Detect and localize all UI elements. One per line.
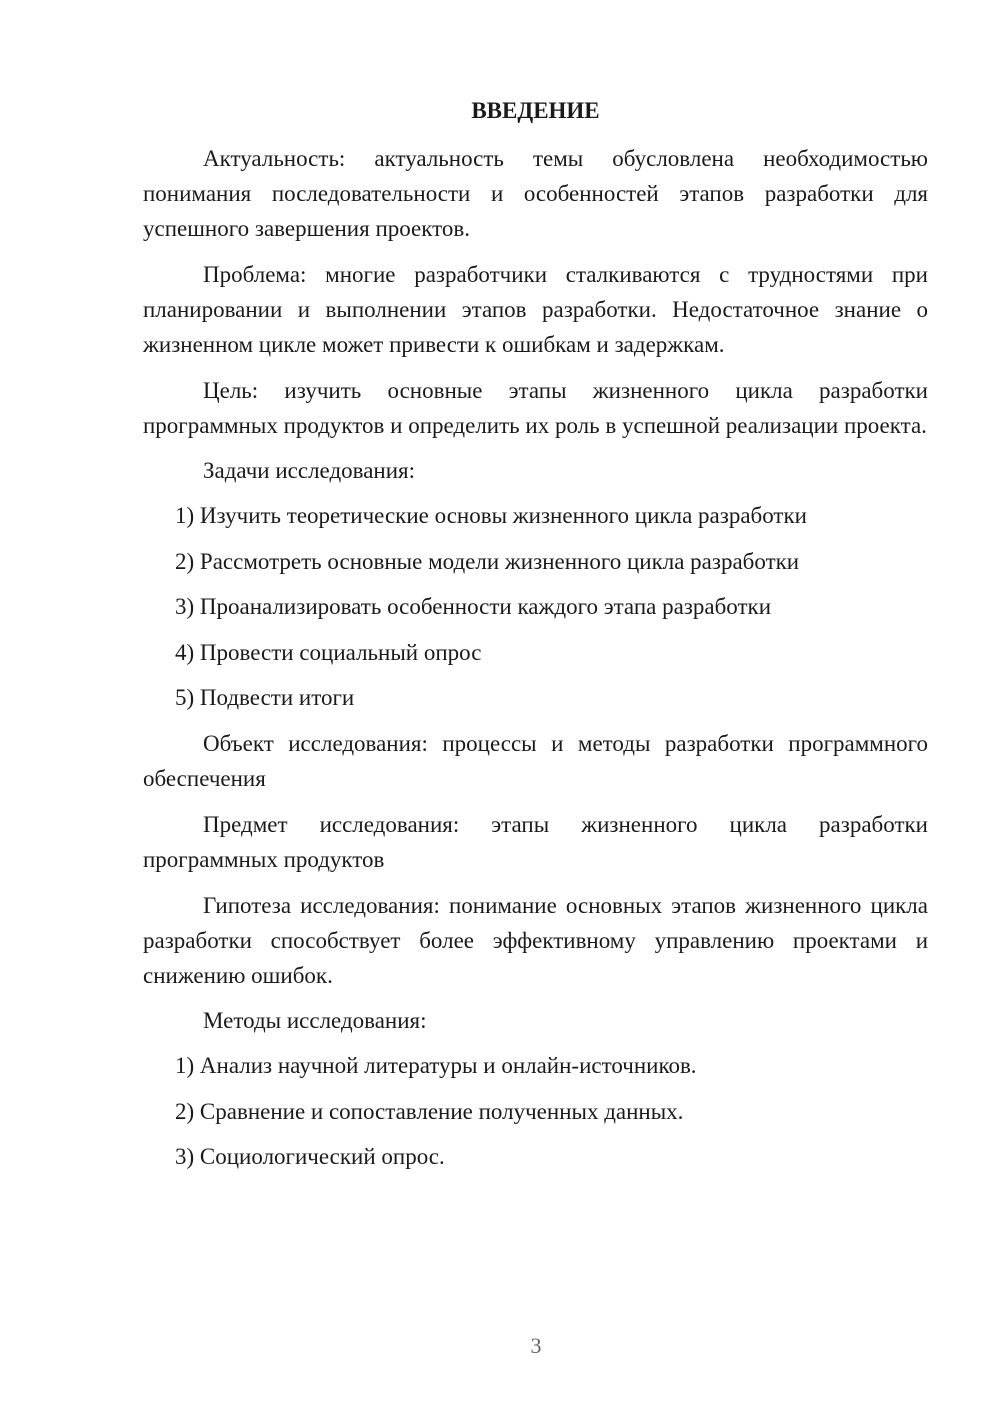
object-paragraph: Объект исследования: процессы и методы разработки программного обеспечения	[143, 731, 928, 791]
hypothesis-paragraph: Гипотеза исследования: понимание основных этапов жизненного цикла разработки способствует более эффективному управлению проектами и снижению ошибок.	[143, 893, 928, 988]
problem-paragraph: Проблема: многие разработчики сталкиваются с трудностями при планировании и выполнении этапов разработки. Недостаточное знание о жизненном цикле может привести к ошибкам и задержкам.	[143, 262, 928, 357]
task-item: 1) Изучить теоретические основы жизненного цикла разработки	[175, 503, 807, 528]
page-number: 3	[530, 1333, 542, 1358]
page-content	[143, 94, 928, 1185]
task-item: 2) Рассмотреть основные модели жизненного цикла разработки	[175, 548, 800, 574]
method-item: 3) Социологический опрос.	[175, 1144, 445, 1169]
subject-paragraph: Предмет исследования: этапы жизненного цикла разработки программных продуктов	[143, 812, 928, 872]
tasks-list	[143, 499, 928, 715]
goal-paragraph: Цель: изучить основные этапы жизненного цикла разработки программных продуктов и определить их роль в успешной реализации проекта.	[143, 378, 928, 438]
methods-label: Методы исследования:	[203, 1008, 427, 1033]
method-item: 1) Анализ научной литературы и онлайн-источников.	[175, 1053, 697, 1078]
task-item: 4) Провести социальный опрос	[175, 639, 482, 665]
task-item: 5) Подвести итоги	[175, 685, 355, 710]
tasks-label: Задачи исследования:	[203, 458, 416, 483]
relevance-paragraph: Актуальность: актуальность темы обусловлена необходимостью понимания последовательности и особенностей этапов разработки для успешного завершения проектов.	[143, 146, 928, 241]
methods-list	[143, 1049, 928, 1174]
task-item: 3) Проанализировать особенности каждого этапа разработки	[175, 594, 772, 619]
method-item: 2) Сравнение и сопоставление полученных данных.	[175, 1098, 684, 1124]
section-title: ВВЕДЕНИЕ	[471, 98, 600, 123]
